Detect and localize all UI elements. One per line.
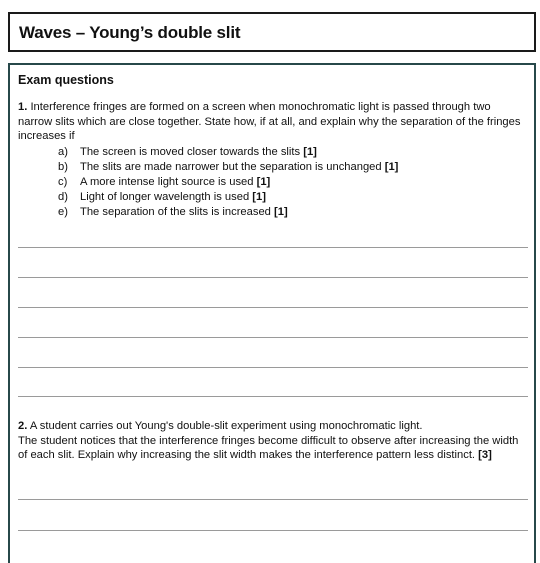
exam-questions-panel [8,63,536,563]
marks-badge: [1] [256,175,271,188]
question-text: A student carries out Young's double-slit experiment using monochromatic light. [29,420,423,432]
subpart-c [58,175,526,190]
marks-badge: [1] [384,160,399,173]
subpart-text: A more intense light source is used [80,175,254,188]
question-2 [18,419,528,463]
marks-badge: [3] [478,449,492,461]
question-number: 2. [18,420,28,432]
subpart-letter: a) [58,145,68,158]
question-number: 1. [18,101,28,113]
section-heading: Exam questions [18,73,114,87]
subpart-text: The separation of the slits is increased [80,205,271,218]
marks-badge: [1] [252,190,266,203]
marks-badge: [1] [274,205,288,218]
answer-line[interactable] [18,396,528,397]
subpart-e [58,205,526,220]
answer-line[interactable] [18,277,528,278]
subpart-d [58,190,526,205]
title-box [8,12,536,52]
question-1 [18,100,526,144]
subpart-text: The screen is moved closer towards the slits [80,145,301,158]
question-1-subparts [18,145,526,220]
question-text: Interference fringes are formed on a screen when monochromatic light is passed through two narrow slits which are close together. State how, if at all, and explain why the separation of the fringes increases if [18,101,521,142]
question-text: The student notices that the interference fringes become difficult to observe after increasing the width of each slit. Explain why increasing the slit width makes the interference pattern less distinct. [18,434,519,461]
answer-line[interactable] [18,307,528,308]
page-title: Waves – Young’s double slit [19,23,241,42]
marks-badge: [1] [303,145,317,158]
subpart-a [58,145,526,160]
subpart-text: Light of longer wavelength is used [80,190,250,203]
answer-line[interactable] [18,367,528,368]
answer-line[interactable] [18,530,528,531]
subpart-letter: e) [58,205,68,218]
subpart-letter: b) [58,160,68,173]
subpart-letter: c) [58,175,68,188]
subpart-b [58,160,526,175]
answer-line[interactable] [18,337,528,338]
answer-line[interactable] [18,247,528,248]
answer-line[interactable] [18,499,528,500]
subpart-text: The slits are made narrower but the separation is unchanged [80,160,382,173]
subpart-letter: d) [58,190,68,203]
